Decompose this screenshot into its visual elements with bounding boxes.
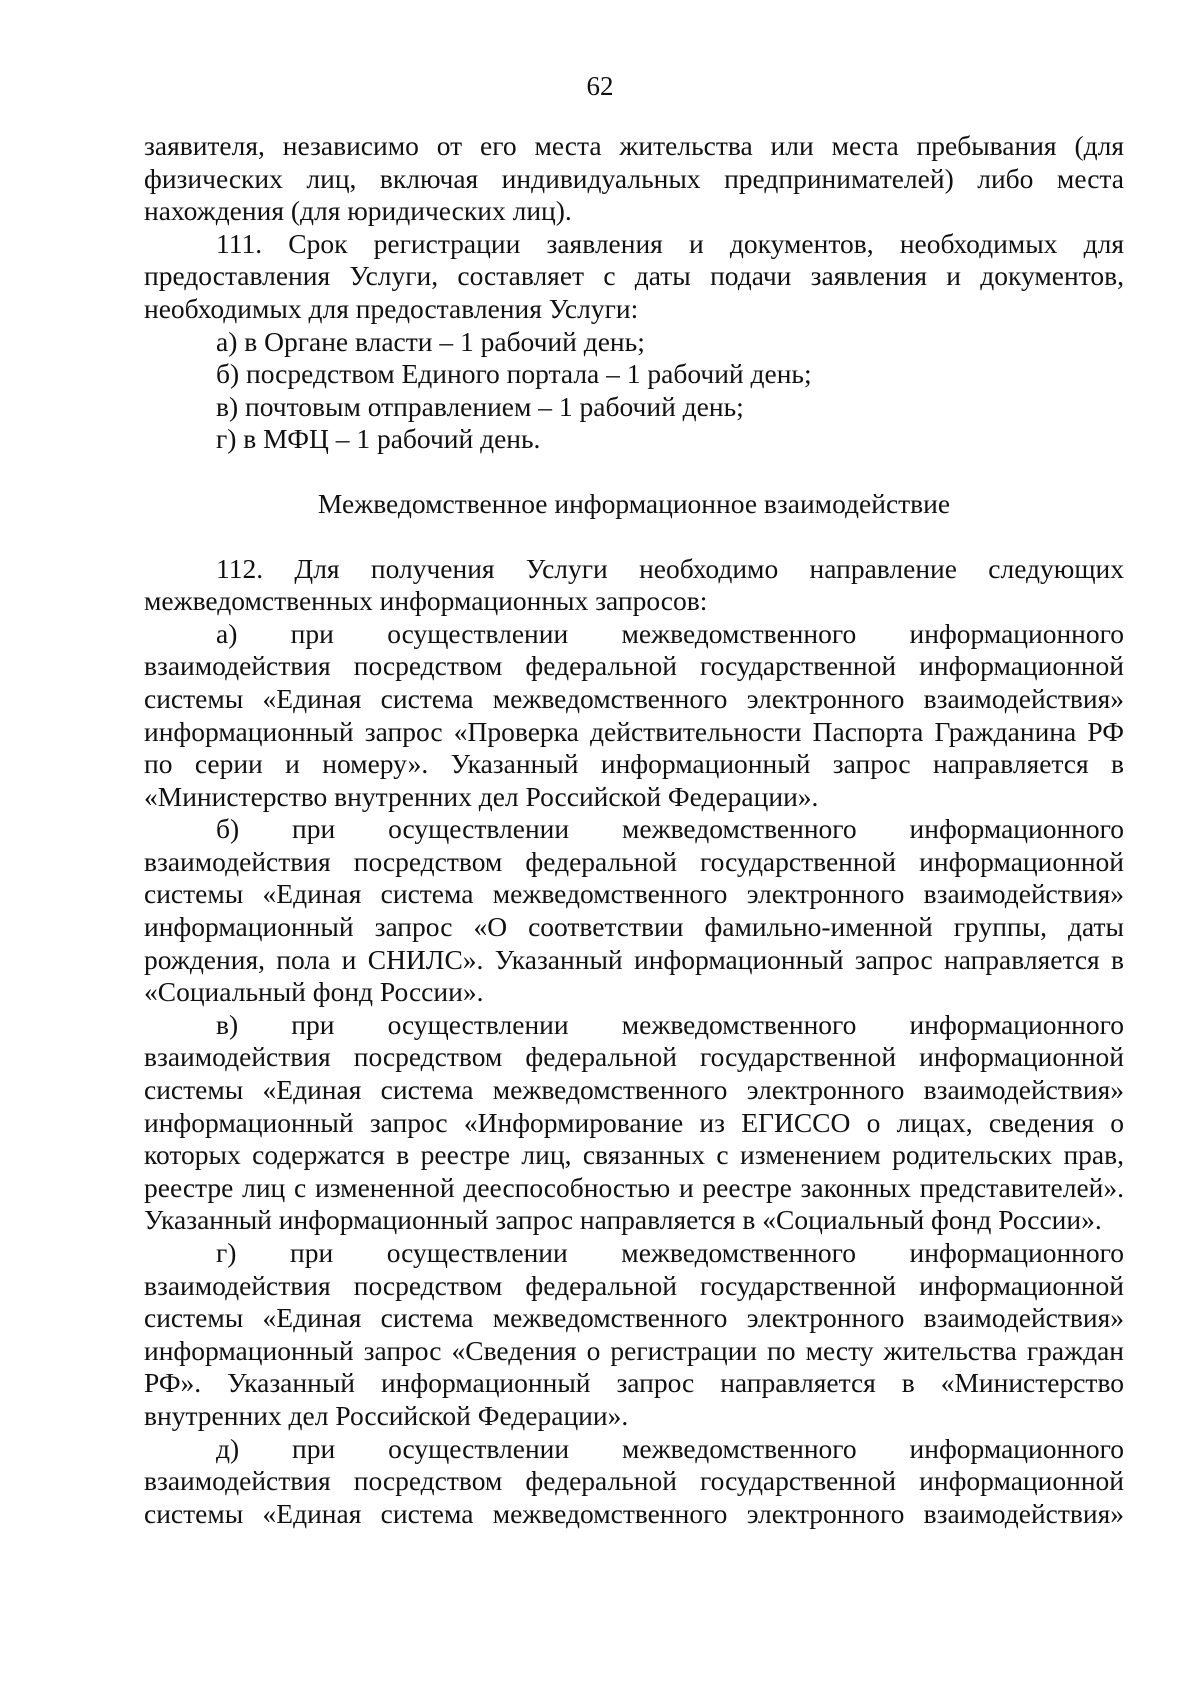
request-item-a: а) при осуществлении межведомственного информационного взаимодействия посредством федеральной государственной информационной системы «Единая система межведомственного электронного взаимодействия» информационный запрос «Проверка действительности Паспорта Гражданина РФ по серии и номеру». Указанный информационный запрос направляется в «Министерство внутренних дел Российской Федерации». <box>144 617 1124 812</box>
document-body <box>144 130 1124 1530</box>
request-item-b: б) при осуществлении межведомственного информационного взаимодействия посредством федеральной государственной информационной системы «Единая система межведомственного электронного взаимодействия» информационный запрос «О соответствии фамильно-именной группы, даты рождения, пола и СНИЛС». Указанный информационный запрос направляется в «Социальный фонд России». <box>144 813 1124 1008</box>
request-item-d: д) при осуществлении межведомственного информационного взаимодействия посредством федеральной государственной информационной системы «Единая система межведомственного электронного взаимодействия» <box>144 1432 1124 1529</box>
list-item-b: б) посредством Единого портала – 1 рабочий день; <box>216 358 812 390</box>
paragraph-111: 111. Срок регистрации заявления и документов, необходимых для предоставления Услуги, составляет с даты подачи заявления и документов, необходимых для предоставления Услуги: <box>144 227 1124 324</box>
page-number: 62 <box>586 71 614 101</box>
section-heading: Межведомственное информационное взаимодействие <box>317 487 951 519</box>
request-item-v: в) при осуществлении межведомственного информационного взаимодействия посредством федеральной государственной информационной системы «Единая система межведомственного электронного взаимодействия» информационный запрос «Информирование из ЕГИССО о лицах, сведения о которых содержатся в реестре лиц, связанных с изменением родительских прав, реестре лиц с измененной дееспособностью и реестре законных представителей». Указанный информационный запрос направляется в «Социальный фонд России». <box>144 1008 1124 1236</box>
paragraph-112: 112. Для получения Услуги необходимо направление следующих межведомственных информационных запросов: <box>144 552 1124 617</box>
list-item-a: а) в Органе власти – 1 рабочий день; <box>216 325 645 357</box>
request-item-g: г) при осуществлении межведомственного информационного взаимодействия посредством федеральной государственной информационной системы «Единая система межведомственного электронного взаимодействия» информационный запрос «Сведения о регистрации по месту жительства граждан РФ». Указанный информационный запрос направляется в «Министерство внутренних дел Российской Федерации». <box>144 1237 1124 1431</box>
list-item-g: г) в МФЦ – 1 рабочий день. <box>216 423 541 455</box>
paragraph-continuation: заявителя, независимо от его места жительства или места пребывания (для физических лиц, включая индивидуальных предпринимателей) либо места нахождения (для юридических лиц). <box>144 130 1124 227</box>
list-item-v: в) почтовым отправлением – 1 рабочий день; <box>216 390 744 422</box>
